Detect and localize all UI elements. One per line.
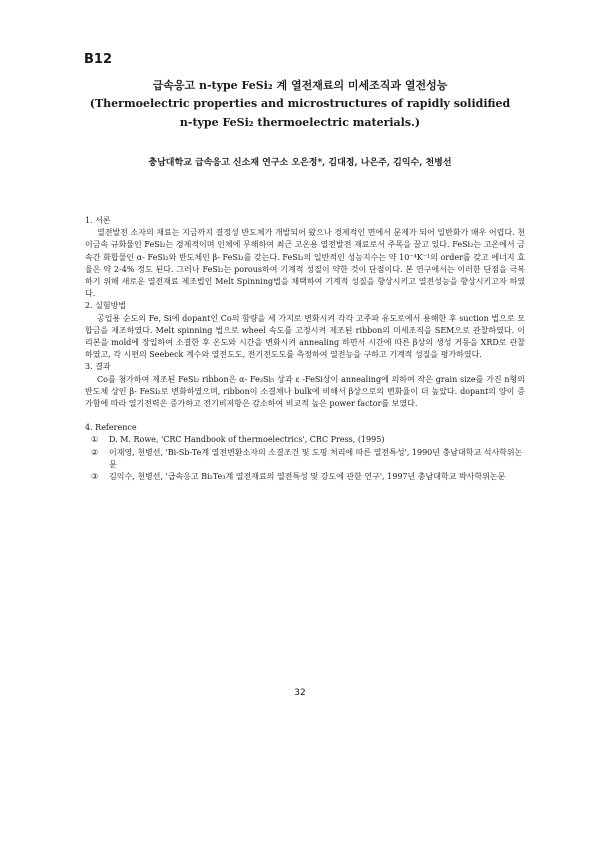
authors: 충남대학교 급속응고 신소재 연구소 오은정*, 김대정, 나은주, 김익수, 천병선 [148,158,452,168]
reference-item [85,471,525,483]
section-heading-introduction: 1. 서론 [85,216,111,225]
reference-text: 김익수, 천병선, '급속응고 Bi₂Te₃계 열전재료의 열전특성 및 강도에 관한 연구', 1997년 충남대학교 박사학위논문 [109,472,506,482]
section-text-introduction: 열전발전 소자의 재료는 지금까지 결정성 반도체가 개발되어 왔으나 경제적인 면에서 문제가 되어 일반화가 매우 어렵다. 천이금속 규화물인 FeSi₂는 경제적이며 인체에 무해하여 최근 고온용 열전발전 재료로서 주목을 끌고 있다. FeSi₂는 고온에서 금속간 화합물인 α- FeSi₂와 반도체인 β- FeSi₂를 갖는다. FeSi₂의 일반적인 성능지수는 약 10⁻⁴K⁻¹의 order를 갖고 에너지 효율은 약 2-4% 정도 된다. 그러나 FeSi₂는 porous하여 기계적 성질이 약한 것이 단점이다. 본 연구에서는 이러한 단점을 극복하기 위해 새로운 열전재료 제조법인 Melt Spinning법을 채택하여 기계적 성질을 향상시키고 열전성능을 향상시키고자 하였다. [85,228,525,299]
references [85,422,525,483]
title-english-line-2: n-type FeSi₂ thermoelectric materials.) [179,116,421,129]
section-text-results: Co를 첨가하여 제조된 FeSi₂ ribbon은 α- Fe₂Si₅ 상과 ε -FeSi상이 annealing에 의하여 작은 grain size를 가진 n형의 반도체 상인 β- FeSi₂로 변화하였으며, ribbon이 소결체나 bulk에 비해서 β상으로의 변화율이 더 높았다. dopant의 양이 증가함에 따라 열기전력은 증가하고 전기비저항은 감소하여 비교적 높은 power factor를 보였다. [85,374,525,409]
reference-number: ③ [91,472,99,482]
reference-number: ② [91,447,99,457]
reference-item [85,434,525,446]
page-number: 32 [294,688,306,698]
paper-body [85,215,525,483]
section-heading-results: 3. 결과 [85,362,111,372]
references-heading: 4. Reference [85,423,137,433]
reference-item [85,447,525,471]
reference-text: D. M. Rowe, 'CRC Handbook of thermoelectrics', CRC Press, (1995) [109,435,385,445]
section-text-method: 공업용 순도의 Fe, Si에 dopant인 Co의 함량을 세 가지로 변화시켜 각각 고주파 유도로에서 용해한 후 suction 법으로 모합금을 제조하였다. Melt spinning 법으로 wheel 속도를 고정시켜 제조된 ribbon의 미세조직을 SEM으로 관찰하였다. 이 리본을 mold에 장입하여 소결한 후 온도와 시간을 변화시켜 annealing 하면서 시간에 따른 β상의 생성 거동을 XRD로 관찰하였고, 각 시편의 Seebeck 계수와 열전도도, 전기전도도를 측정하여 열전능을 구하고 기계적 성질을 평가하였다. [85,313,525,360]
title-korean: 급속응고 n-type FeSi₂ 계 열전재료의 미세조직과 열전성능 [152,79,448,92]
abstract-code: B12 [84,52,112,67]
reference-number: ① [91,435,99,445]
reference-text: 이재영, 천병선, 'Bi-Sb-Te계 열전변환소자의 소결조건 및 도핑 처리에 따른 열전특성', 1990년 충남대학교 석사학위논문 [109,447,523,469]
section-heading-method: 2. 실험방법 [85,301,127,311]
title-english-line-1: (Thermoelectric properties and microstructures of rapidly solidified [89,97,511,110]
